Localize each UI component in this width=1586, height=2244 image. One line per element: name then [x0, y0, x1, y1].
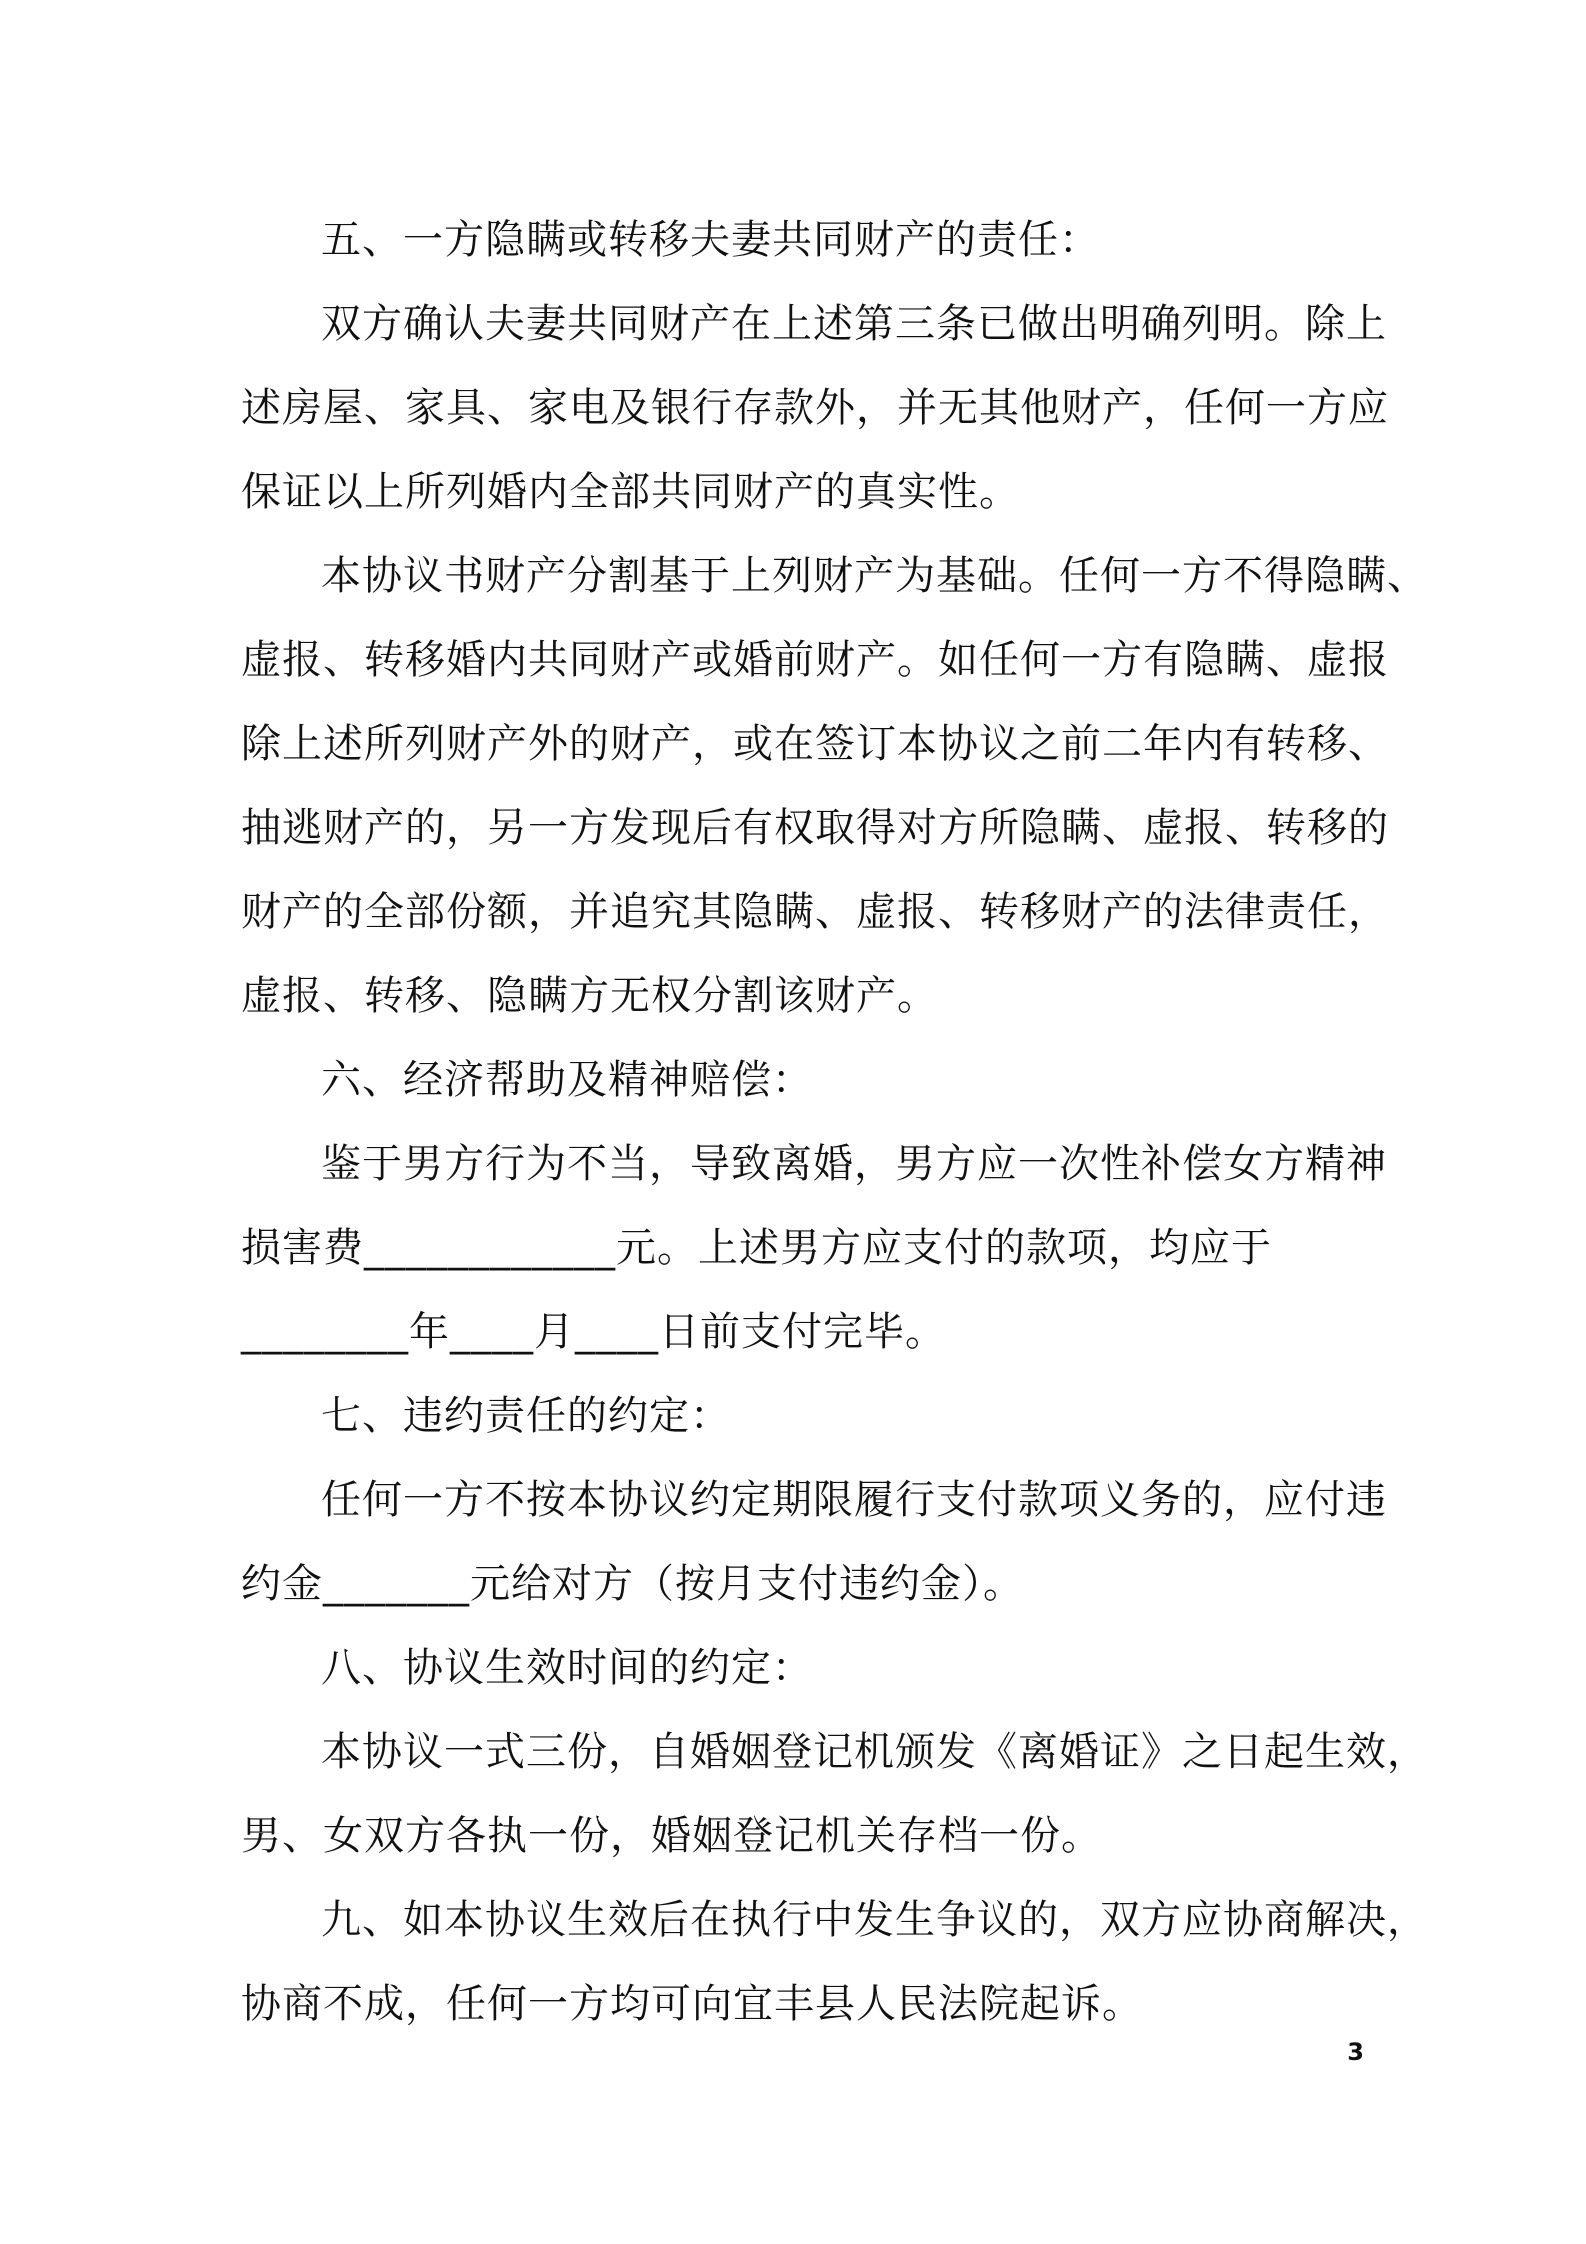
text-line: 虚报、转移婚内共同财产或婚前财产。如任何一方有隐瞒、虚报: [241, 637, 1389, 683]
text-line: 任何一方不按本协议约定期限履行支付款项义务的，应付违: [321, 1477, 1387, 1523]
section-6-heading: 六、经济帮助及精神赔偿：: [321, 1057, 813, 1103]
text-line: 本协议一式三份，自婚姻登记机颁发《离婚证》之日起生效，: [321, 1729, 1428, 1775]
text-line: 双方确认夫妻共同财产在上述第三条已做出明确列明。除上: [321, 301, 1387, 347]
text-line: 鉴于男方行为不当，导致离婚，男方应一次性补偿女方精神: [321, 1141, 1387, 1187]
text-line: 约金_______元给对方（按月支付违约金）。: [241, 1561, 1024, 1607]
text-line: 财产的全部份额，并追究其隐瞒、虚报、转移财产的法律责任，: [241, 889, 1389, 935]
section-7-heading: 七、违约责任的约定：: [321, 1393, 731, 1439]
section-5-heading: 五、一方隐瞒或转移夫妻共同财产的责任：: [321, 217, 1100, 263]
text-line: 本协议书财产分割基于上列财产为基础。任何一方不得隐瞒、: [321, 553, 1428, 599]
section-8-heading: 八、协议生效时间的约定：: [321, 1645, 813, 1691]
text-line: ________年____月____日前支付完毕。: [241, 1309, 946, 1355]
text-line: 述房屋、家具、家电及银行存款外，并无其他财产，任何一方应: [241, 385, 1389, 431]
text-line: 除上述所列财产外的财产，或在签订本协议之前二年内有转移、: [241, 721, 1389, 767]
text-line: 男、女双方各执一份，婚姻登记机关存档一份。: [241, 1813, 1102, 1859]
section-9-text: 九、如本协议生效后在执行中发生争议的，双方应协商解决，: [321, 1897, 1428, 1943]
text-line: 损害费____________元。上述男方应支付的款项，均应于: [241, 1225, 1272, 1271]
page-number: 3: [1347, 2038, 1364, 2066]
text-line: 协商不成，任何一方均可向宜丰县人民法院起诉。: [241, 1981, 1143, 2027]
text-line: 抽逃财产的，另一方发现后有权取得对方所隐瞒、虚报、转移的: [241, 805, 1389, 851]
document-body: [241, 198, 1428, 2046]
text-line: 虚报、转移、隐瞒方无权分割该财产。: [241, 973, 938, 1019]
text-line: 保证以上所列婚内全部共同财产的真实性。: [241, 469, 1020, 515]
